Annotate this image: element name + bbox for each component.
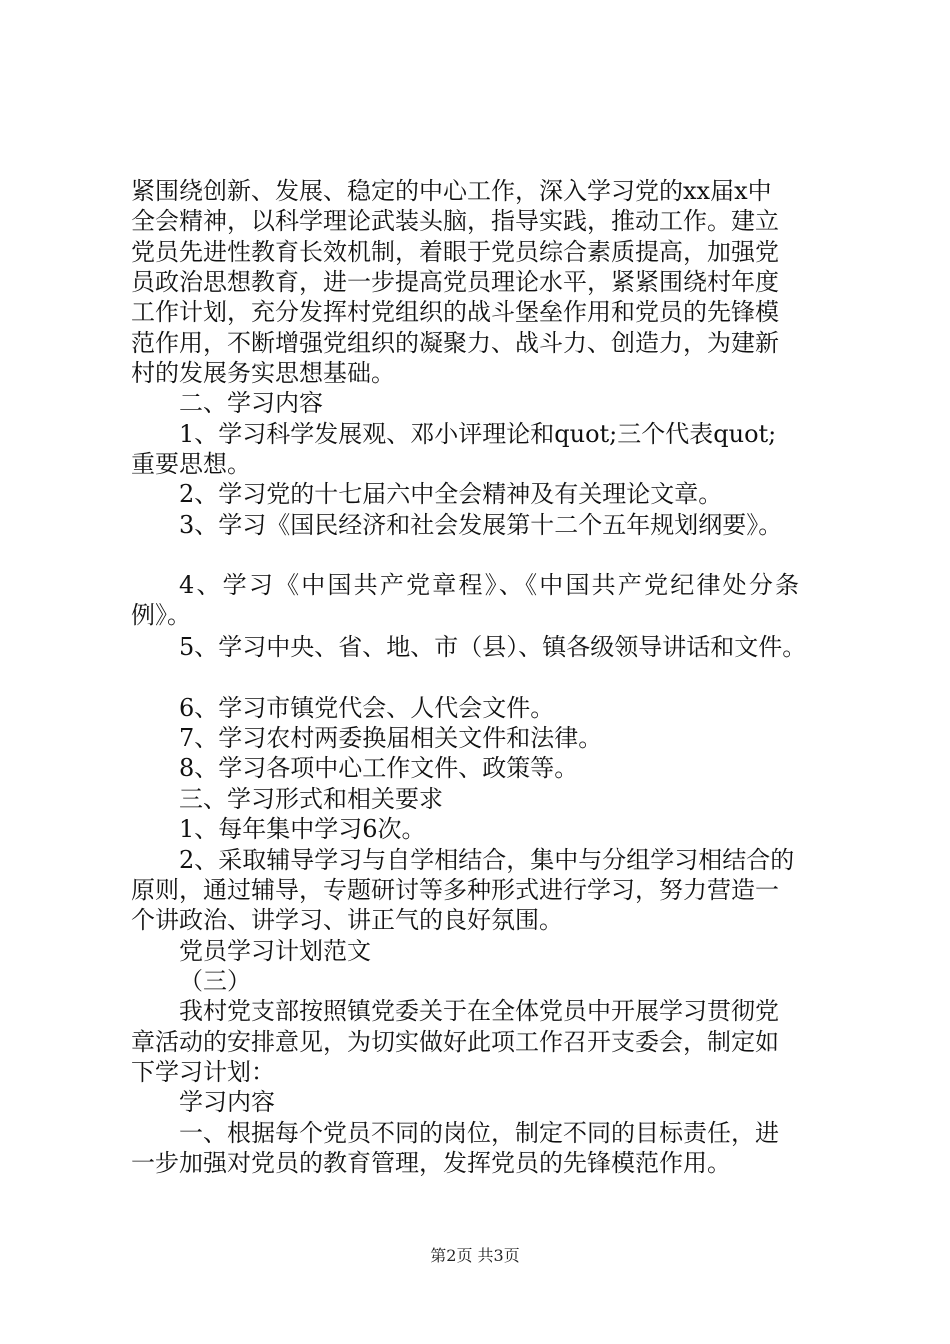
- section-heading: 学习内容: [179, 1088, 275, 1116]
- section-heading: 三、学习形式和相关要求: [179, 785, 443, 813]
- text-line: 我村党支部按照镇党委关于在全体党员中开展学习贯彻党: [179, 997, 779, 1025]
- text-line: 8、学习各项中心工作文件、政策等。: [179, 754, 579, 782]
- text-line: 个讲政治、讲学习、讲正气的良好氛围。: [131, 906, 563, 934]
- text-line: 1、每年集中学习6次。: [179, 815, 426, 843]
- text-line: 党员先进性教育长效机制，着眼于党员综合素质提高，加强党: [131, 238, 779, 266]
- text-line: 工作计划，充分发挥村党组织的战斗堡垒作用和党员的先锋模: [131, 298, 779, 326]
- text-line: 下学习计划：: [131, 1058, 275, 1086]
- text-line: 章活动的安排意见，为切实做好此项工作召开支委会，制定如: [131, 1028, 779, 1056]
- text-line: 例》。: [131, 601, 191, 629]
- page-footer: 第2页 共3页: [430, 1246, 520, 1265]
- text-line: 一步加强对党员的教育管理，发挥党员的先锋模范作用。: [131, 1149, 731, 1177]
- text-line: 重要思想。: [131, 450, 251, 478]
- text-line: 2、学习党的十七届六中全会精神及有关理论文章。: [179, 480, 723, 508]
- text-line: 3、学习《国民经济和社会发展第十二个五年规划纲要》。: [179, 511, 783, 539]
- text-line: 原则，通过辅导，专题研讨等多种形式进行学习，努力营造一: [131, 876, 779, 904]
- text-line: 紧围绕创新、发展、稳定的中心工作，深入学习党的xx届x中: [131, 177, 772, 205]
- section-title: 党员学习计划范文: [179, 937, 371, 965]
- text-line: 4、学习《中国共产党章程》、《中国共产党纪律处分条: [179, 571, 802, 599]
- text-line: 员政治思想教育，进一步提高党员理论水平，紧紧围绕村年度: [131, 268, 779, 296]
- text-line: 一、根据每个党员不同的岗位，制定不同的目标责任，进: [179, 1119, 779, 1147]
- text-line: 5、学习中央、省、地、市（县）、镇各级领导讲话和文件。: [179, 633, 807, 661]
- text-line: 1、学习科学发展观、邓小评理论和quot;三个代表quot;: [179, 420, 777, 448]
- text-line: 村的发展务实思想基础。: [131, 359, 395, 387]
- text-line: 7、学习农村两委换届相关文件和法律。: [179, 724, 603, 752]
- text-line: 范作用，不断增强党组织的凝聚力、战斗力、创造力，为建新: [131, 329, 779, 357]
- text-line: 全会精神，以科学理论武装头脑，指导实践，推动工作。建立: [131, 207, 779, 235]
- text-line: 2、采取辅导学习与自学相结合，集中与分组学习相结合的: [179, 846, 795, 874]
- section-heading: 二、学习内容: [179, 389, 323, 417]
- text-line: 6、学习市镇党代会、人代会文件。: [179, 694, 555, 722]
- section-subtitle: （三）: [179, 967, 251, 995]
